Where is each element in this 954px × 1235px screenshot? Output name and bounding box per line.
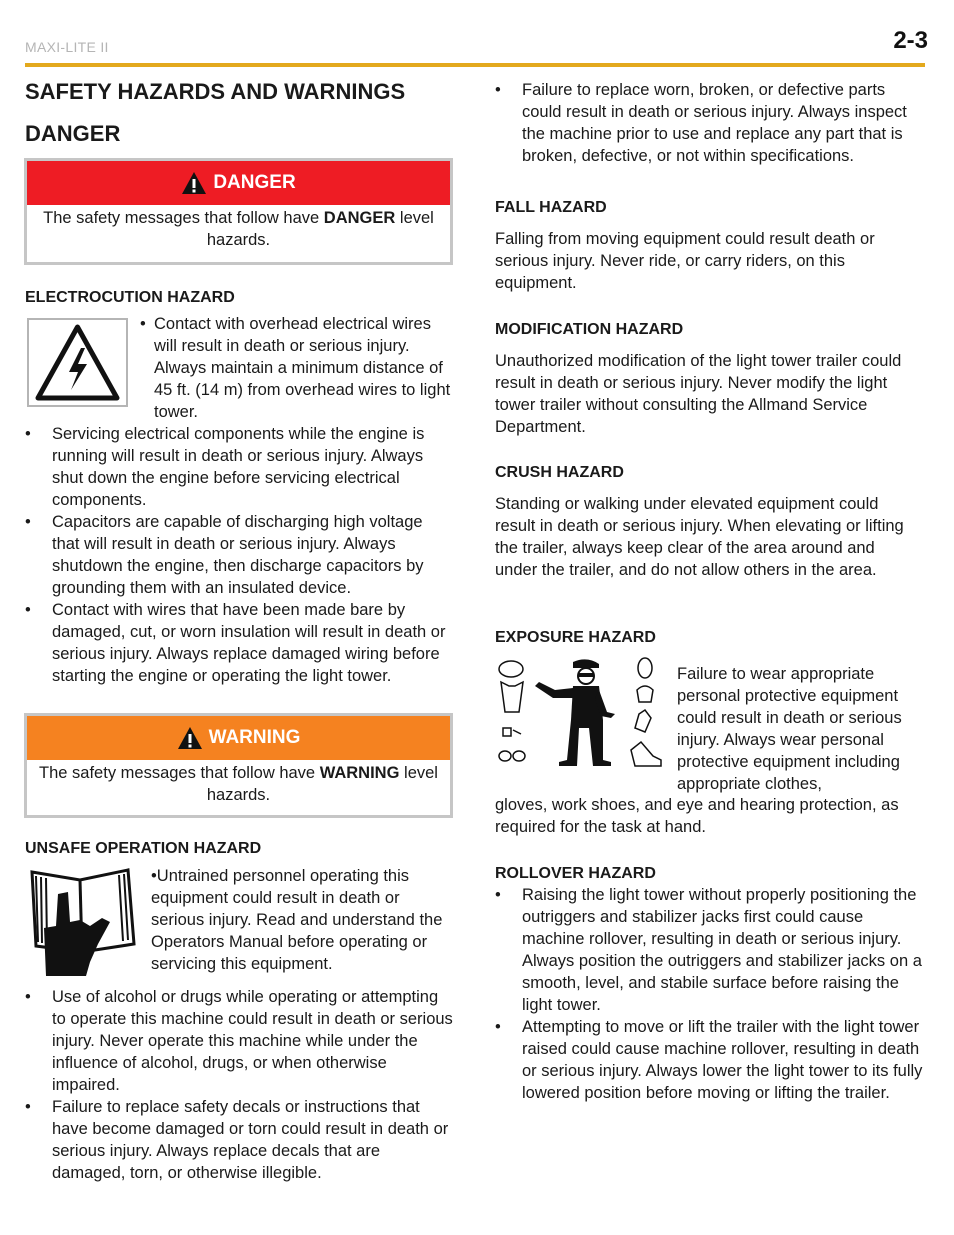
unsafe-list	[25, 986, 453, 1184]
ppe-icon	[495, 656, 665, 771]
list-item: • Attempting to move or lift the trailer with the light tower raised could cause machine rollover, resulting in death or serious injury. Always lower the light tower to its fully lowered position before moving or lifting the trailer.	[495, 1016, 923, 1104]
read-manual-icon	[28, 866, 138, 978]
list-item: • Servicing electrical components while the engine is running will result in death or serious injury. Always shut down the engine before servicing electrical components.	[25, 423, 453, 511]
exposure-text-side: Failure to wear appropriate personal protective equipment could result in death or serious injury. Always wear personal protective equipment including appropriate clothes,	[677, 665, 902, 793]
exposure-heading: EXPOSURE HAZARD	[495, 629, 656, 646]
modification-heading: MODIFICATION HAZARD	[495, 321, 684, 338]
unsafe-operation-heading: UNSAFE OPERATION HAZARD	[25, 840, 262, 857]
document-title: MAXI-LITE II	[25, 39, 109, 55]
rollover-heading: ROLLOVER HAZARD	[495, 865, 656, 882]
list-item: • Use of alcohol or drugs while operating or attempting to operate this machine could result in death or serious injury. Never operate this machine while under the influence of alcohol, drugs, or when otherwise impaired.	[25, 986, 453, 1096]
warning-box	[24, 713, 453, 818]
unsafe-first-item: •Untrained personnel operating this equipment could result in death or serious injury. Read and understand the Operators Manual before operating or servicing this equipment.	[151, 867, 443, 973]
list-item: • Capacitors are capable of discharging high voltage that will result in death or serious injury. Always shutdown the engine, then discharge capacitors by grounding them with an insulated device.	[25, 511, 453, 599]
warning-triangle-icon	[181, 171, 207, 195]
section-title: SAFETY HAZARDS AND WARNINGS	[25, 79, 406, 104]
danger-bar	[27, 161, 450, 205]
rollover-list	[495, 884, 923, 1104]
electrocution-first-item: • Contact with overhead electrical wires will result in death or serious injury. Always maintain a minimum distance of 45 ft. (14 m) from overhead wires to light tower.	[140, 313, 455, 423]
exposure-text-full: gloves, work shoes, and eye and hearing protection, as required for the task at hand.	[495, 796, 899, 836]
danger-heading: DANGER	[25, 121, 121, 146]
fall-heading: FALL HAZARD	[495, 199, 607, 216]
warning-triangle-icon	[177, 726, 203, 750]
header-rule	[25, 63, 925, 67]
fall-text: Falling from moving equipment could result death or serious injury. Never ride, or carry riders, on this equipment.	[495, 230, 875, 292]
list-item: • Failure to replace safety decals or instructions that have become damaged or torn could result in death or serious injury. Always replace decals that are damaged, torn, or otherwise illegible.	[25, 1096, 453, 1184]
electric-shock-icon	[29, 320, 126, 405]
crush-heading: CRUSH HAZARD	[495, 464, 624, 481]
danger-box	[24, 158, 453, 265]
page-number: 2-3	[893, 27, 928, 54]
electrocution-heading: ELECTROCUTION HAZARD	[25, 289, 235, 306]
modification-text: Unauthorized modification of the light tower trailer could result in death or serious injury. Never modify the light tower trailer without consulting the Allmand Service Department.	[495, 352, 902, 436]
electrocution-icon	[27, 318, 128, 407]
electrocution-list	[25, 423, 453, 687]
protective-equipment-icon	[495, 656, 665, 771]
parts-item	[495, 79, 915, 167]
warning-bar	[27, 716, 450, 760]
danger-label: DANGER	[213, 172, 296, 193]
list-item: • Raising the light tower without properly positioning the outriggers and stabilizer jacks first could cause machine rollover, resulting in death or serious injury. Always position the outriggers and stabilizer jacks on a smooth, level, and stabile surface before raising the light tower.	[495, 884, 923, 1016]
crush-text: Standing or walking under elevated equipment could result in death or serious injury. When elevating or lifting the trailer, always keep clear of the area around and under the trailer, and do not allow others in the area.	[495, 495, 904, 579]
list-item: • Contact with wires that have been made bare by damaged, cut, or worn insulation will result in death or serious injury. Always replace damaged wiring before starting the engine or operating the light tower.	[25, 599, 453, 687]
list-item: • Failure to replace worn, broken, or defective parts could result in death or serious injury. Always inspect the machine prior to use and replace any part that is broken, defective, or not within specifications.	[495, 79, 915, 167]
manual-hand-icon	[28, 866, 138, 978]
warning-label: WARNING	[208, 727, 301, 748]
danger-message: The safety messages that follow have DANGER level hazards.	[43, 209, 434, 249]
warning-message: The safety messages that follow have WARNING level hazards.	[39, 764, 438, 804]
